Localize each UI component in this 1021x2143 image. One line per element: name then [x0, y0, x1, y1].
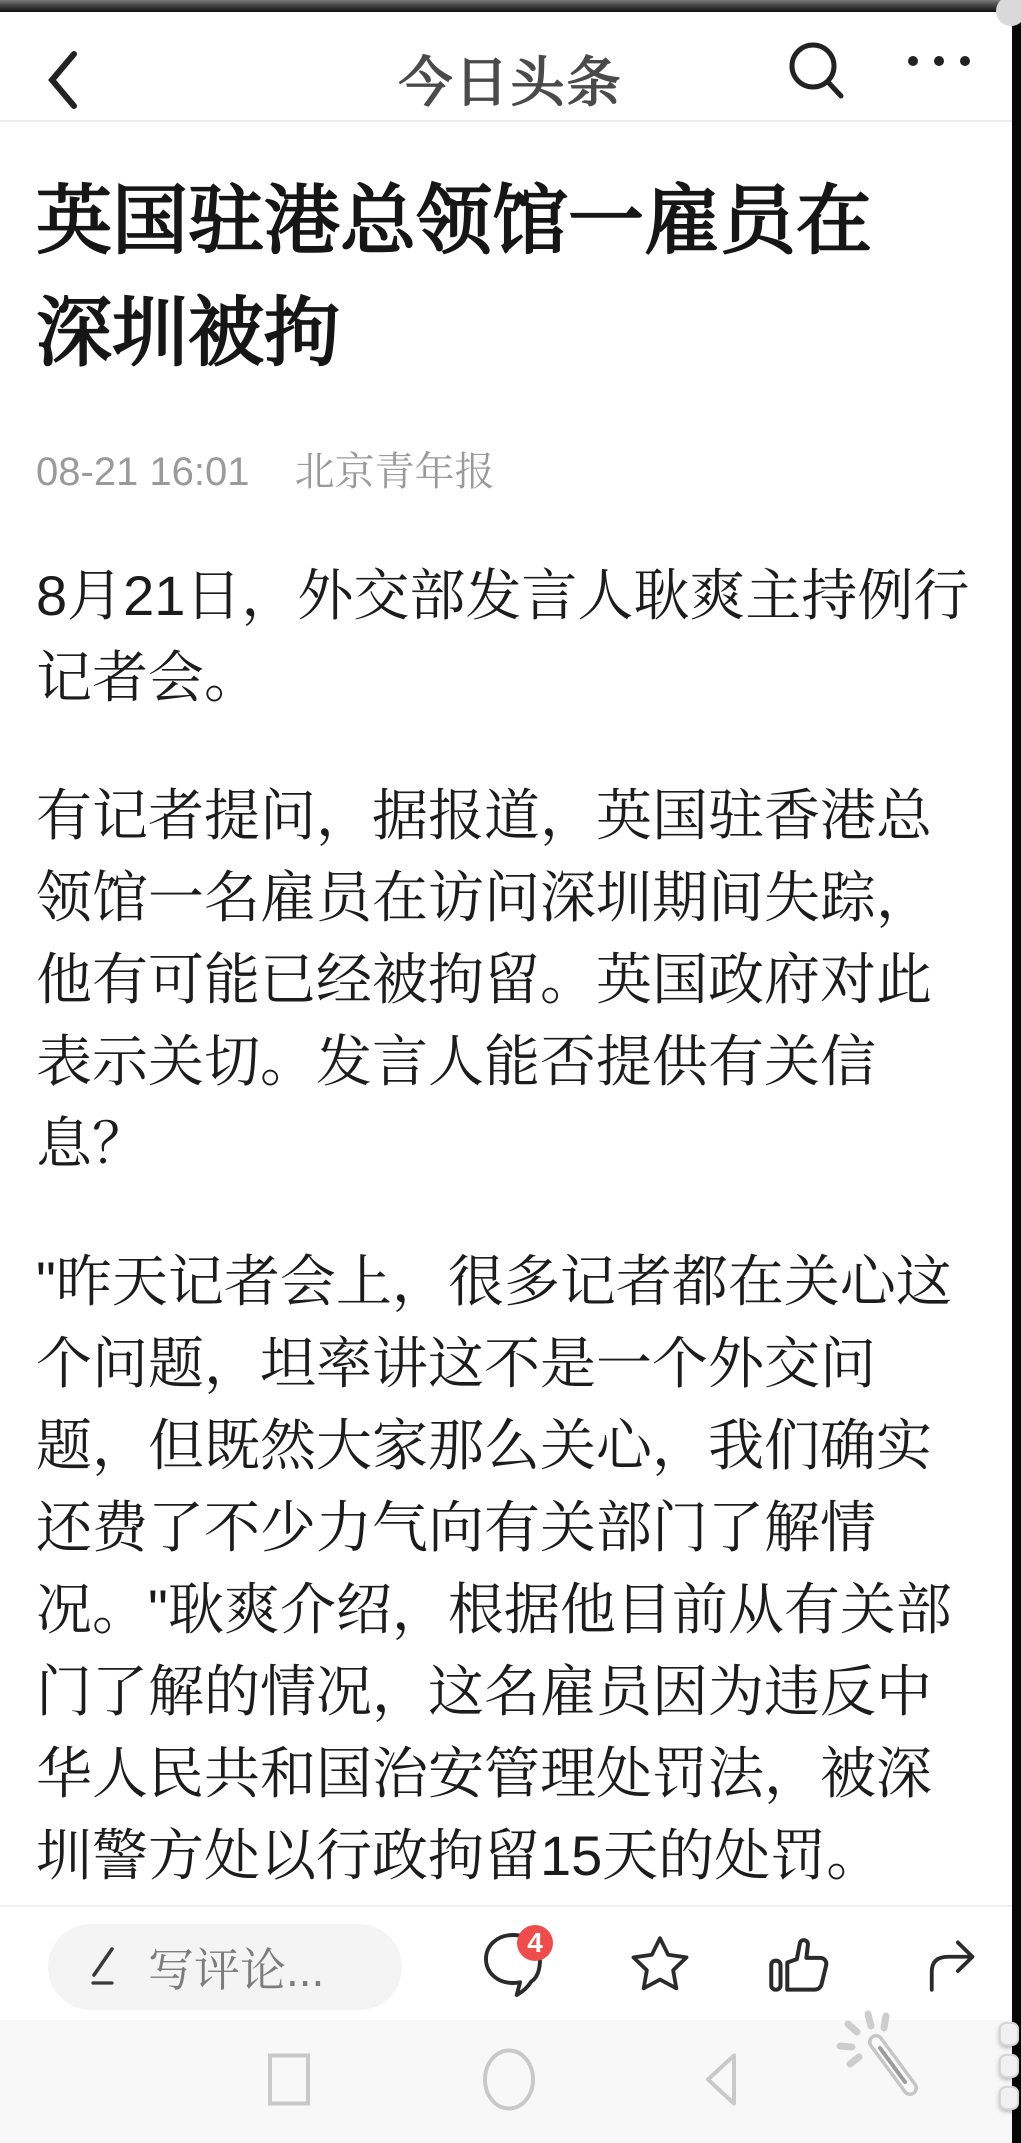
edge-panel-handle[interactable]: [999, 2022, 1019, 2110]
search-icon: [786, 40, 848, 102]
recents-button[interactable]: [264, 2049, 314, 2114]
home-circle-icon: [480, 2046, 538, 2112]
more-dots-icon: [908, 56, 918, 66]
comments-button[interactable]: [477, 1907, 567, 2022]
thumbs-up-icon: [762, 1928, 836, 2002]
navbar: [0, 12, 1021, 122]
share-arrow-icon: [918, 1930, 984, 2000]
star-icon: [625, 1930, 695, 2000]
article-paragraph: 8月21日，外交部发言人耿爽主持例行记者会。: [36, 564, 970, 709]
pencil-icon: [78, 1941, 126, 1993]
article-title: 英国驻港总领馆一雇员在深圳被拘: [36, 179, 872, 376]
back-triangle-icon: [694, 2047, 750, 2111]
search-button[interactable]: [786, 40, 848, 107]
article-body: [0, 122, 1012, 1897]
right-edge-strip: [1012, 0, 1021, 2143]
article-meta: [36, 440, 976, 497]
magic-wand-cursor: [834, 2004, 944, 2119]
comment-count-badge: 4: [517, 1925, 553, 1961]
recents-square-icon: [264, 2049, 314, 2109]
home-button[interactable]: [480, 2046, 538, 2117]
android-nav-bar: [0, 2020, 1021, 2143]
article-source: 北京青年报: [294, 450, 495, 494]
comment-input[interactable]: [48, 1924, 402, 2010]
article-paragraph: 有记者提问，据报道，英国驻香港总领馆一名雇员在访问深圳期间失踪，他有可能已经被拘留。英国政府对此表示关切。发言人能否提供有关信息？: [36, 784, 932, 1175]
article-date: 08-21 16:01: [36, 450, 250, 494]
top-edge-strip: [0, 0, 1021, 12]
article-paragraph: "昨天记者会上，很多记者都在关心这个问题，坦率讲这不是一个外交问题，但既然大家那么关心，我们确实还费了不少力气向有关部门了解情况。"耿爽介绍，根据他目前从有关部门了解的情况，这名雇员因为违反中华人民共和国治安管理处罚法，被深圳警方处以行政拘留15天的处罚。: [36, 1250, 952, 1887]
favorite-button[interactable]: [625, 1907, 695, 2022]
comment-placeholder: 写评论...: [148, 1944, 325, 1996]
more-options-button[interactable]: [908, 56, 970, 66]
android-back-button[interactable]: [694, 2047, 750, 2116]
app-title: 今日头条: [398, 53, 623, 113]
like-button[interactable]: [762, 1907, 836, 2022]
bottom-toolbar: [0, 1905, 1021, 2020]
